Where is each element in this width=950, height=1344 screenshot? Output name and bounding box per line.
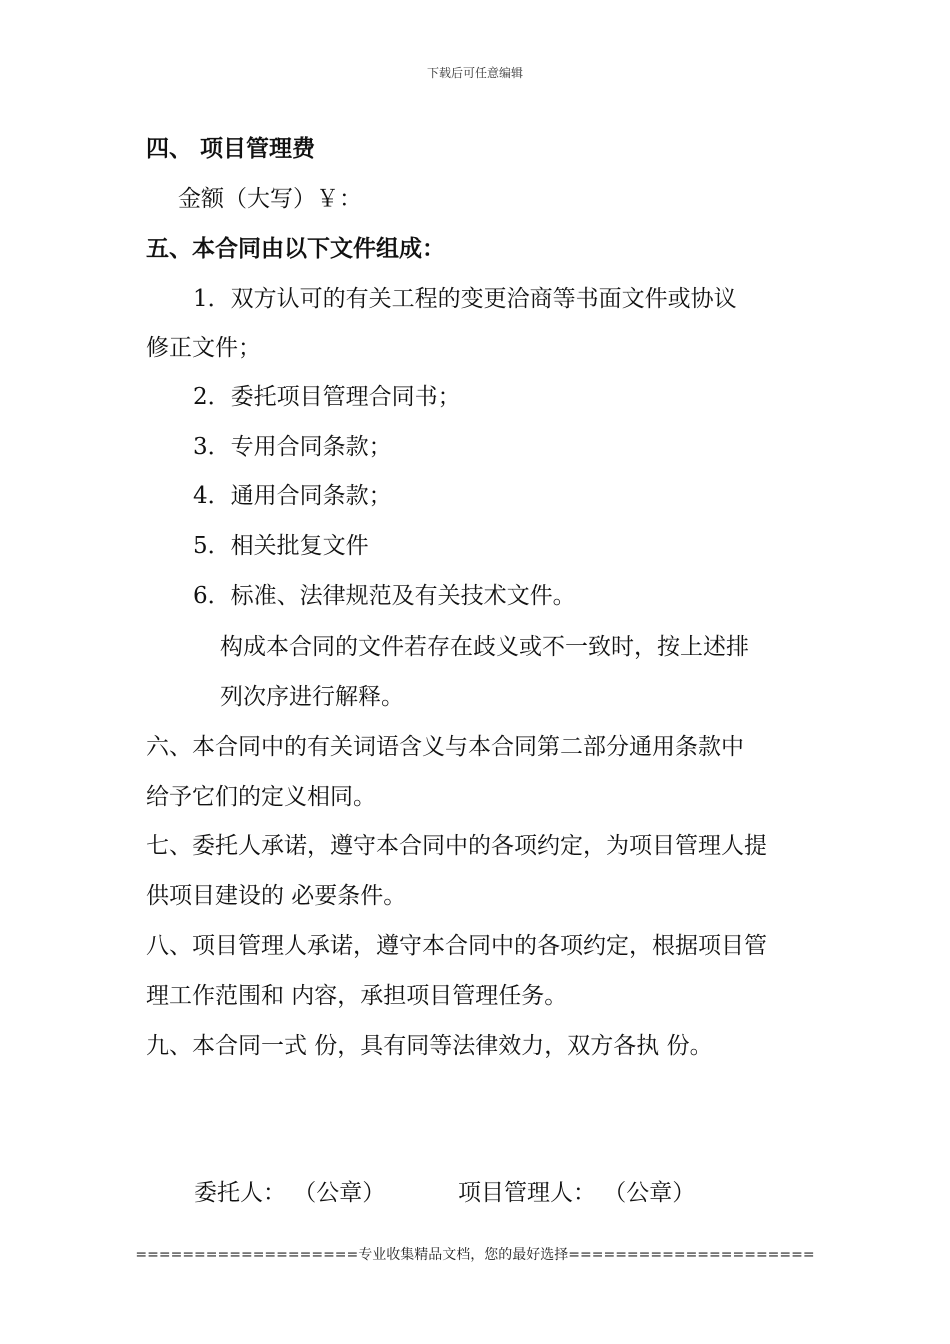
client-signature-label: 委托人： （公章） — [194, 1180, 386, 1206]
section-4-amount: 金额（大写）￥： — [178, 186, 362, 212]
section-7-line-1: 七、委托人承诺，遵守本合同中的各项约定，为项目管理人提 — [146, 833, 767, 859]
section-6-line-2: 给予它们的定义相同。 — [146, 784, 376, 810]
section-6-line-1: 六、本合同中的有关词语含义与本合同第二部分通用条款中 — [146, 734, 744, 760]
section-5-item-4: 4．通用合同条款； — [193, 483, 392, 509]
section-9-line-1: 九、本合同一式 份，具有同等法律效力，双方各执 份。 — [146, 1033, 713, 1059]
section-5-title: 五、本合同由以下文件组成： — [146, 235, 445, 262]
section-8-line-1: 八、项目管理人承诺，遵守本合同中的各项约定，根据项目管 — [146, 933, 767, 959]
section-5-item-5: 5．相关批复文件 — [193, 533, 369, 559]
section-5-note-line-2: 列次序进行解释。 — [220, 684, 404, 710]
footer-note: ===================专业收集精品文档，您的最好选择===================== — [135, 1247, 815, 1263]
section-5-item-1-line-1: 1．双方认可的有关工程的变更洽商等书面文件或协议 — [193, 286, 737, 312]
header-note: 下载后可任意编辑 — [426, 66, 523, 80]
section-5-note-line-1: 构成本合同的文件若存在歧义或不一致时，按上述排 — [220, 634, 749, 660]
section-7-line-2: 供项目建设的 必要条件。 — [146, 883, 407, 909]
section-8-line-2: 理工作范围和 内容，承担项目管理任务。 — [146, 983, 568, 1009]
section-4-title: 四、 项目管理费 — [146, 135, 316, 162]
manager-signature-label: 项目管理人： （公章） — [458, 1180, 696, 1206]
section-5-item-1-line-2: 修正文件； — [146, 335, 261, 361]
section-5-item-2: 2．委托项目管理合同书； — [193, 384, 461, 410]
section-5-item-3: 3．专用合同条款； — [193, 434, 392, 460]
section-5-item-6: 6．标准、法律规范及有关技术文件。 — [193, 583, 576, 609]
